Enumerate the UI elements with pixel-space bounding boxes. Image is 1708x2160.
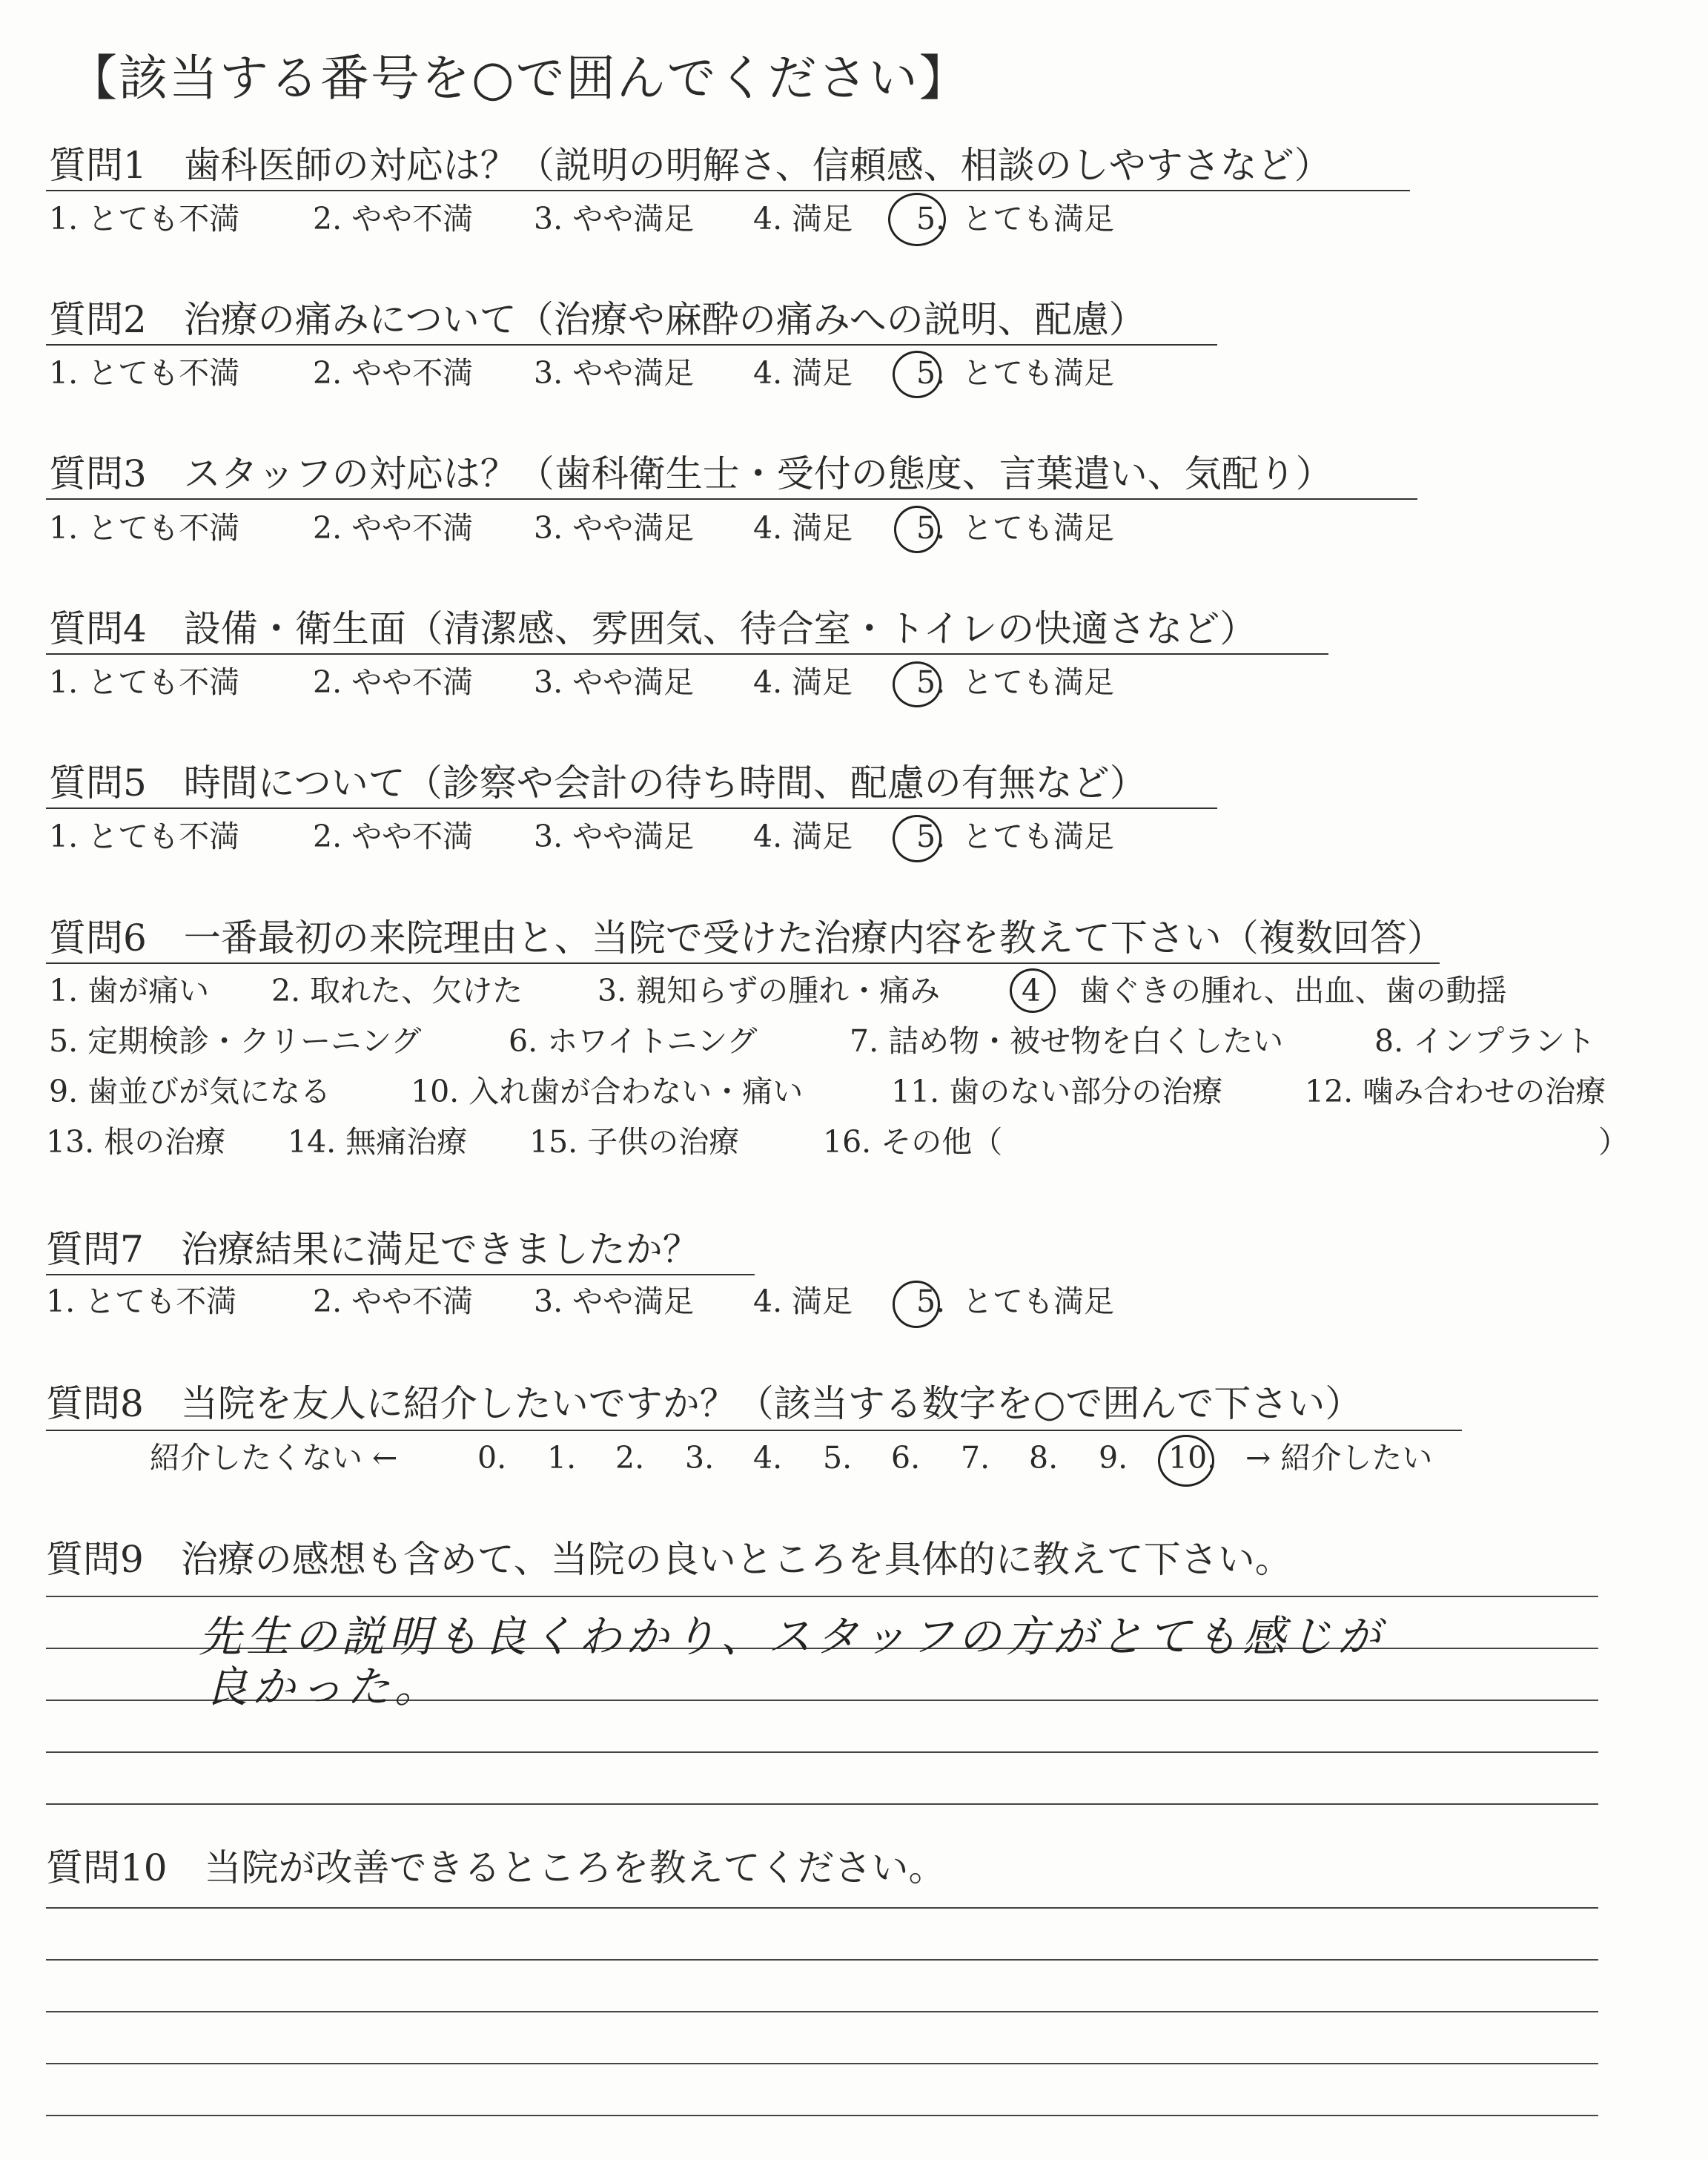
q6-option[interactable]: 9. 歯並びが気になる	[49, 1074, 331, 1109]
option-4[interactable]: 4. 満足	[753, 664, 853, 700]
answer-line	[46, 1907, 1598, 1909]
question-6	[49, 916, 1444, 960]
answer-line	[46, 2011, 1598, 2012]
question-9	[46, 1538, 1292, 1581]
scale-left-label: 紹介したくない ←	[150, 1440, 398, 1476]
option-5[interactable]: 5.	[916, 510, 946, 546]
question-10	[46, 1846, 946, 1889]
selection-circle	[893, 815, 941, 862]
selection-circle	[894, 506, 940, 553]
question-text: 当院が改善できるところを教えてください。	[204, 1846, 946, 1889]
question-underline	[46, 190, 1410, 191]
option-4[interactable]: 4. 満足	[753, 1284, 853, 1319]
q6-option-label: 歯ぐきの腫れ、出血、歯の動揺	[1079, 973, 1507, 1008]
option-5-label: とても満足	[962, 664, 1114, 700]
option-3[interactable]: 3. やや満足	[534, 201, 695, 237]
question-underline	[46, 344, 1217, 346]
option-5-label: とても満足	[962, 510, 1114, 546]
q6-option[interactable]: 11. 歯のない部分の治療	[891, 1074, 1223, 1109]
selection-circle	[893, 351, 941, 398]
scale-number[interactable]: 10.	[1168, 1440, 1217, 1476]
scale-number[interactable]: 7.	[961, 1440, 990, 1476]
option-1[interactable]: 1. とても不満	[49, 355, 240, 391]
question-label: 質問3	[49, 452, 147, 495]
question-text: スタッフの対応は？（歯科衛生士・受付の態度、言葉遣い、気配り）	[183, 452, 1333, 495]
selection-circle	[893, 1281, 940, 1328]
option-3[interactable]: 3. やや満足	[534, 1284, 695, 1319]
question-underline	[46, 653, 1328, 655]
q6-option[interactable]: 2. 取れた、欠けた	[271, 973, 523, 1008]
option-5-label: とても満足	[962, 201, 1114, 237]
question-underline	[46, 1430, 1462, 1431]
option-2[interactable]: 2. やや不満	[313, 819, 474, 854]
option-5-label: とても満足	[962, 355, 1114, 391]
option-5[interactable]: 5.	[916, 355, 946, 391]
question-underline	[46, 962, 1440, 964]
handwritten-answer-line-1: 先生の説明も良くわかり、スタッフの方がとても感じが	[199, 1611, 1386, 1662]
q6-option[interactable]: 10. 入れ歯が合わない・痛い	[411, 1074, 804, 1109]
question-3	[49, 452, 1333, 495]
question-label: 質問6	[49, 916, 147, 960]
question-text: 治療の感想も含めて、当院の良いところを具体的に教えて下さい。	[180, 1538, 1292, 1581]
q6-option[interactable]: 3. 親知らずの腫れ・痛み	[598, 973, 941, 1008]
scale-number[interactable]: 3.	[685, 1440, 715, 1476]
q6-option[interactable]: 8. インプラント	[1374, 1023, 1596, 1059]
q6-option[interactable]: 1. 歯が痛い	[49, 973, 210, 1008]
question-1	[49, 144, 1331, 187]
option-4[interactable]: 4. 満足	[753, 355, 853, 391]
question-underline	[46, 498, 1417, 500]
option-5[interactable]: 5.	[916, 1284, 946, 1319]
question-label: 質問9	[46, 1538, 144, 1581]
question-label: 質問4	[49, 607, 147, 650]
q6-option-other[interactable]: 16. その他（	[823, 1124, 1003, 1160]
question-text: 歯科医師の対応は？（説明の明解さ、信頼感、相談のしやすさなど）	[183, 144, 1331, 187]
question-5	[49, 762, 1147, 805]
form-heading: 【該当する番号を○で囲んでください】	[68, 50, 970, 107]
q6-option[interactable]: 13. 根の治療	[46, 1124, 226, 1160]
scale-number[interactable]: 4.	[753, 1440, 783, 1476]
option-2[interactable]: 2. やや不満	[313, 664, 474, 700]
scale-number[interactable]: 8.	[1029, 1440, 1059, 1476]
answer-line	[46, 1959, 1598, 1961]
option-3[interactable]: 3. やや満足	[534, 510, 695, 546]
question-7	[46, 1228, 700, 1271]
selection-circle	[1158, 1435, 1214, 1487]
answer-line	[46, 1803, 1598, 1805]
question-label: 質問10	[46, 1846, 168, 1889]
scale-number[interactable]: 5.	[823, 1440, 853, 1476]
option-2[interactable]: 2. やや不満	[313, 201, 474, 237]
question-2	[49, 298, 1146, 341]
scale-number[interactable]: 9.	[1099, 1440, 1128, 1476]
q6-option-number[interactable]: 4	[1022, 973, 1042, 1008]
selection-circle	[888, 193, 946, 246]
selection-circle	[893, 661, 941, 707]
option-2[interactable]: 2. やや不満	[313, 355, 474, 391]
option-2[interactable]: 2. やや不満	[313, 510, 474, 546]
question-text: 当院を友人に紹介したいですか？（該当する数字を○で囲んで下さい）	[180, 1382, 1363, 1425]
option-1[interactable]: 1. とても不満	[46, 1284, 237, 1319]
option-4[interactable]: 4. 満足	[753, 201, 853, 237]
q6-option[interactable]: 15. 子供の治療	[529, 1124, 740, 1160]
scale-number[interactable]: 6.	[891, 1440, 921, 1476]
q6-option[interactable]: 6. ホワイトニング	[509, 1023, 758, 1059]
q6-option[interactable]: 14. 無痛治療	[288, 1124, 468, 1160]
answer-line	[46, 1596, 1598, 1597]
option-5[interactable]: 5.	[916, 201, 946, 237]
question-4	[49, 607, 1257, 650]
question-text: 治療結果に満足できましたか？	[180, 1228, 700, 1271]
scale-number[interactable]: 0.	[477, 1440, 507, 1476]
option-5-label: とても満足	[962, 1284, 1114, 1319]
question-text: 一番最初の来院理由と、当院で受けた治療内容を教えて下さい（複数回答）	[183, 916, 1444, 960]
option-5[interactable]: 5.	[916, 819, 946, 854]
option-1[interactable]: 1. とても不満	[49, 664, 240, 700]
question-underline	[46, 807, 1217, 809]
option-3[interactable]: 3. やや満足	[534, 664, 695, 700]
question-label: 質問1	[49, 144, 147, 187]
answer-line	[46, 1751, 1598, 1753]
q6-option[interactable]: 12. 噛み合わせの治療	[1305, 1074, 1606, 1109]
question-underline	[46, 1274, 755, 1275]
option-2[interactable]: 2. やや不満	[313, 1284, 474, 1319]
option-4[interactable]: 4. 満足	[753, 819, 853, 854]
option-4[interactable]: 4. 満足	[753, 510, 853, 546]
option-5[interactable]: 5.	[916, 664, 946, 700]
handwritten-answer-line-2: 良かった。	[205, 1662, 443, 1712]
scale-number[interactable]: 2.	[615, 1440, 645, 1476]
question-label: 質問7	[46, 1228, 144, 1271]
answer-line	[46, 2063, 1598, 2064]
q6-option[interactable]: 5. 定期検診・クリーニング	[49, 1023, 422, 1059]
scale-number[interactable]: 1.	[547, 1440, 577, 1476]
option-1[interactable]: 1. とても不満	[49, 201, 240, 237]
question-label: 質問5	[49, 762, 147, 805]
option-1[interactable]: 1. とても不満	[49, 819, 240, 854]
selection-circle	[1010, 968, 1056, 1013]
question-text: 時間について（診察や会計の待ち時間、配慮の有無など）	[183, 762, 1147, 805]
question-text: 治療の痛みについて（治療や麻酔の痛みへの説明、配慮）	[183, 298, 1146, 341]
scale-right-label: → 紹介したい	[1245, 1440, 1433, 1476]
question-label: 質問2	[49, 298, 147, 341]
answer-line	[46, 2115, 1598, 2116]
question-8	[46, 1382, 1363, 1425]
option-5-label: とても満足	[962, 819, 1114, 854]
question-label: 質問8	[46, 1382, 144, 1425]
option-3[interactable]: 3. やや満足	[534, 355, 695, 391]
q6-option[interactable]: 7. 詰め物・被せ物を白くしたい	[850, 1023, 1284, 1059]
question-text: 設備・衛生面（清潔感、雰囲気、待合室・トイレの快適さなど）	[183, 607, 1257, 650]
option-1[interactable]: 1. とても不満	[49, 510, 240, 546]
option-3[interactable]: 3. やや満足	[534, 819, 695, 854]
q6-option-other-close: ）	[1598, 1124, 1629, 1160]
